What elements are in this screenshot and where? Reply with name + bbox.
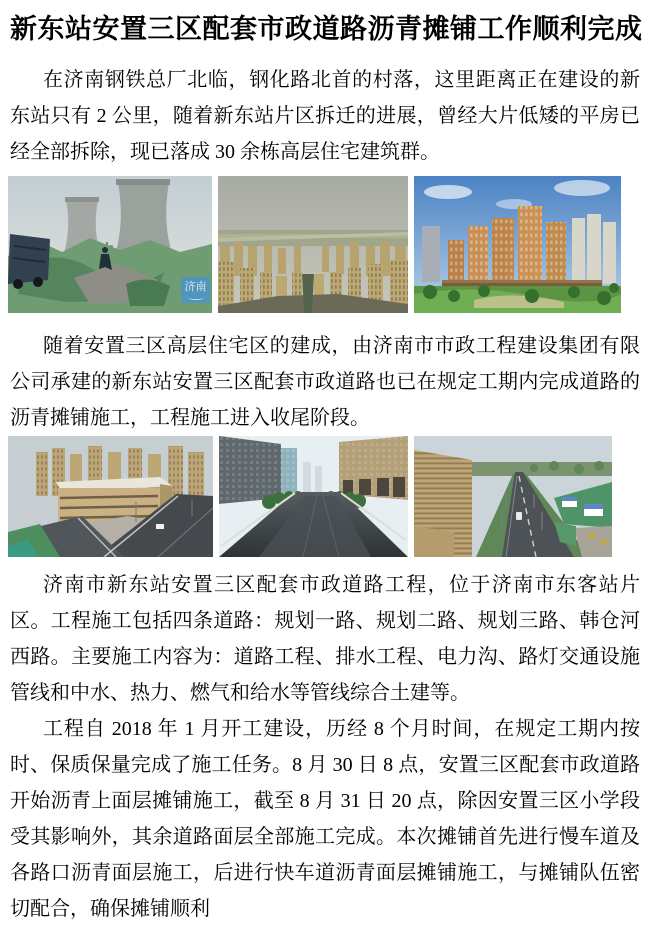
aerial-highrises-illustration [218, 176, 408, 313]
photo-complex-rendering [414, 176, 621, 313]
photo-row-2 [8, 436, 650, 557]
aerial-road-illustration [414, 436, 612, 557]
jinan-watermark-badge: 济南 [181, 277, 210, 303]
photo-aerial-road [414, 436, 612, 557]
photo-demolition-site [8, 176, 212, 313]
article-title: 新东站安置三区配套市政道路沥青摊铺工作顺利完成 [10, 14, 643, 44]
complex-rendering-illustration [414, 176, 621, 313]
paragraph-project-scope: 济南市新东站安置三区配套市政道路工程，位于济南市东客站片区。工程施工包括四条道路：规划一路、规划二路、规划三路、韩仓河西路。主要施工内容为：道路工程、排水工程、电力沟、路灯交通设施管线和中水、热力、燃气和给水等管线综合土建等。 [10, 574, 640, 704]
paragraph-intro: 在济南钢铁总厂北临，钢化路北首的村落，这里距离正在建设的新东站只有 2 公里，随着新东站片区拆迁的进展，曾经大片低矮的平房已经全部拆除，现已落成 30 余栋高层住宅建筑群。 [10, 69, 640, 163]
paragraph-completion: 随着安置三区高层住宅区的建成，由济南市市政工程建设集团有限公司承建的新东站安置三区配套市政道路也已在规定工期内完成道路的沥青摊铺施工，工程施工进入收尾阶段。 [10, 335, 640, 429]
photo-aerial-highrises [218, 176, 408, 313]
photo-row-1 [8, 176, 650, 313]
asphalt-street-illustration [219, 436, 408, 557]
photo-road-intersection [8, 436, 213, 557]
photo-asphalt-street [219, 436, 408, 557]
road-intersection-illustration [8, 436, 213, 557]
paragraph-schedule: 工程自 2018 年 1 月开工建设，历经 8 个月时间，在规定工期内按时、保质保量完成了施工任务。8 月 30 日 8 点，安置三区配套市政道路开始沥青上面层摊铺施工，截至 8 月 31 日 20 点，除因安置三区小学段受其影响外，其余道路面层全部施工完成。本次摊铺首先进行慢车道及各路口沥青面层施工，后进行快车道沥青面层摊铺施工，与摊铺队伍密切配合，确保摊铺顺利 [10, 718, 640, 920]
